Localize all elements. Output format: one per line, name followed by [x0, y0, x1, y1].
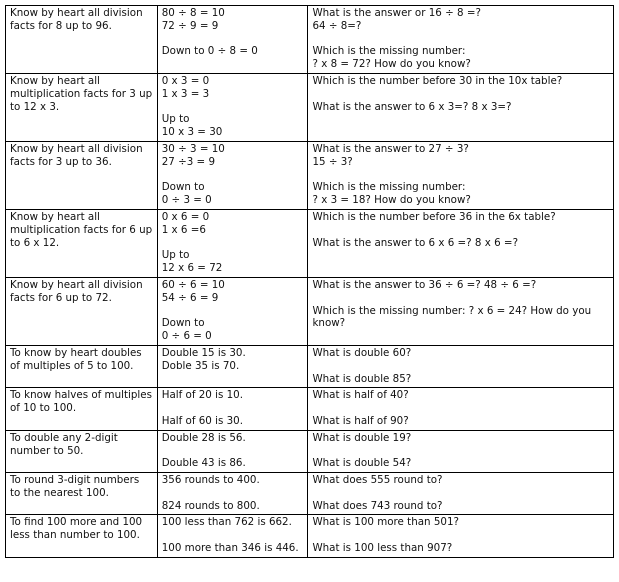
example-line: 0 ÷ 3 = 0 — [161, 194, 212, 207]
table-row — [6, 277, 614, 345]
table-row — [6, 141, 614, 209]
objective-cell — [6, 345, 158, 387]
objective-cell — [6, 73, 158, 141]
objective-cell — [6, 209, 158, 277]
examples-cell — [157, 141, 308, 209]
question-line: What is double 60? — [312, 346, 412, 359]
question-line: What does 555 round to? — [312, 474, 443, 487]
line-gap — [312, 487, 609, 500]
example-line: 10 x 3 = 30 — [161, 126, 223, 139]
objective-text: To find 100 more and 100 less than number to 100. — [10, 516, 143, 542]
questions-cell — [308, 277, 614, 345]
table-row — [6, 388, 614, 430]
line-gap — [312, 88, 609, 101]
examples-cell — [157, 277, 308, 345]
line-gap — [162, 169, 304, 182]
objective-text: Know by heart all division facts for 6 up to 72. — [10, 278, 143, 304]
table-row — [6, 515, 614, 557]
example-line: Double 43 is 86. — [161, 457, 246, 470]
question-line: Which is the number before 36 in the 6x table? — [312, 210, 556, 223]
question-line: Which is the missing number: ? x 6 = 24? How do you know? — [312, 304, 592, 330]
objective-text: To know halves of multiples of 10 to 100. — [10, 389, 152, 415]
example-line: Doble 35 is 70. — [161, 359, 240, 372]
example-line: 100 less than 762 is 662. — [161, 516, 292, 529]
examples-cell — [157, 209, 308, 277]
objective-text: Know by heart all division facts for 3 up to 36. — [10, 142, 143, 168]
question-line: What is double 19? — [312, 431, 412, 444]
question-line: What is the answer to 6 x 6 =? 8 x 6 =? — [312, 236, 519, 249]
question-line: 15 ÷ 3? — [312, 155, 353, 168]
line-gap — [312, 402, 609, 415]
line-gap — [162, 487, 304, 500]
question-line: What is 100 more than 501? — [312, 516, 459, 529]
objective-cell — [6, 473, 158, 515]
example-line: 60 ÷ 6 = 10 — [161, 278, 225, 291]
objective-cell — [6, 6, 158, 74]
example-line: 1 x 6 =6 — [161, 223, 206, 236]
question-line: ? x 3 = 18? How do you know? — [312, 194, 471, 207]
objective-cell — [6, 430, 158, 472]
questions-cell — [308, 345, 614, 387]
questions-cell — [308, 430, 614, 472]
example-line: 0 x 3 = 0 — [161, 74, 210, 87]
example-line: 0 x 6 = 0 — [161, 210, 210, 223]
line-gap — [162, 305, 304, 318]
question-line: ? x 8 = 72? How do you know? — [312, 58, 471, 71]
objective-cell — [6, 277, 158, 345]
objective-text: Know by heart all division facts for 8 up to 96. — [10, 7, 143, 32]
line-gap — [312, 445, 609, 458]
examples-cell — [157, 73, 308, 141]
questions-cell — [308, 6, 614, 74]
example-line: Double 28 is 56. — [161, 431, 246, 444]
example-line: Half of 20 is 10. — [161, 389, 243, 402]
facts-table — [5, 5, 614, 558]
line-gap — [162, 529, 304, 542]
facts-table-body — [6, 6, 614, 558]
objective-text: To know by heart doubles of multiples of 5 to 100. — [10, 346, 142, 372]
example-line: Down to 0 ÷ 8 = 0 — [161, 45, 258, 58]
question-line: Which is the number before 30 in the 10x table? — [312, 74, 563, 87]
example-line: Down to — [161, 317, 205, 330]
line-gap — [162, 237, 304, 250]
table-row — [6, 345, 614, 387]
table-row — [6, 430, 614, 472]
example-line: 27 ÷3 = 9 — [161, 155, 216, 168]
objective-text: Know by heart all multiplication facts for 6 up to 6 x 12. — [10, 210, 153, 249]
question-line: What is double 54? — [312, 457, 412, 470]
example-line: 0 ÷ 6 = 0 — [161, 330, 212, 343]
line-gap — [162, 101, 304, 114]
question-line: What is double 85? — [312, 372, 412, 385]
example-line: 100 more than 346 is 446. — [161, 542, 299, 555]
example-line: 54 ÷ 6 = 9 — [161, 291, 219, 304]
example-line: Up to — [161, 113, 190, 126]
question-line: What does 743 round to? — [312, 499, 443, 512]
examples-cell — [157, 6, 308, 74]
example-line: 1 x 3 = 3 — [161, 87, 210, 100]
example-line: 356 rounds to 400. — [161, 474, 260, 487]
objective-cell — [6, 141, 158, 209]
line-gap — [312, 169, 609, 182]
table-row — [6, 73, 614, 141]
example-line: 80 ÷ 8 = 10 — [161, 7, 225, 19]
question-line: What is the answer to 27 ÷ 3? — [312, 142, 469, 155]
examples-cell — [157, 473, 308, 515]
examples-cell — [157, 345, 308, 387]
example-line: 30 ÷ 3 = 10 — [161, 142, 225, 155]
objective-text: To round 3-digit numbers to the nearest 100. — [10, 474, 140, 499]
example-line: 824 rounds to 800. — [161, 499, 260, 512]
examples-cell — [157, 515, 308, 557]
questions-cell — [308, 141, 614, 209]
objective-cell — [6, 515, 158, 557]
question-line: What is 100 less than 907? — [312, 542, 453, 555]
line-gap — [312, 33, 609, 46]
question-line: Which is the missing number: — [312, 181, 466, 194]
examples-cell — [157, 430, 308, 472]
line-gap — [312, 224, 609, 237]
question-line: What is half of 40? — [312, 389, 409, 402]
table-row — [6, 209, 614, 277]
line-gap — [162, 33, 304, 46]
question-line: What is the answer to 6 x 3=? 8 x 3=? — [312, 100, 512, 113]
question-line: Which is the missing number: — [312, 45, 466, 58]
examples-cell — [157, 388, 308, 430]
questions-cell — [308, 388, 614, 430]
questions-cell — [308, 209, 614, 277]
example-line: 72 ÷ 9 = 9 — [161, 19, 219, 32]
questions-cell — [308, 73, 614, 141]
example-line: Double 15 is 30. — [161, 346, 246, 359]
question-line: What is half of 90? — [312, 414, 409, 427]
line-gap — [312, 292, 609, 305]
objective-text: Know by heart all multiplication facts for 3 up to 12 x 3. — [10, 74, 153, 113]
example-line: 12 x 6 = 72 — [161, 262, 223, 275]
objective-cell — [6, 388, 158, 430]
questions-cell — [308, 473, 614, 515]
line-gap — [162, 445, 304, 458]
line-gap — [312, 529, 609, 542]
example-line: Down to — [161, 181, 205, 194]
question-line: 64 ÷ 8=? — [312, 19, 362, 32]
example-line: Half of 60 is 30. — [161, 414, 243, 427]
question-line: What is the answer to 36 ÷ 6 =? 48 ÷ 6 =? — [312, 278, 537, 291]
line-gap — [312, 360, 609, 373]
questions-cell — [308, 515, 614, 557]
question-line: What is the answer or 16 ÷ 8 =? — [312, 7, 481, 19]
table-row — [6, 473, 614, 515]
table-row — [6, 6, 614, 74]
objective-text: To double any 2-digit number to 50. — [10, 431, 118, 457]
line-gap — [162, 402, 304, 415]
example-line: Up to — [161, 249, 190, 262]
